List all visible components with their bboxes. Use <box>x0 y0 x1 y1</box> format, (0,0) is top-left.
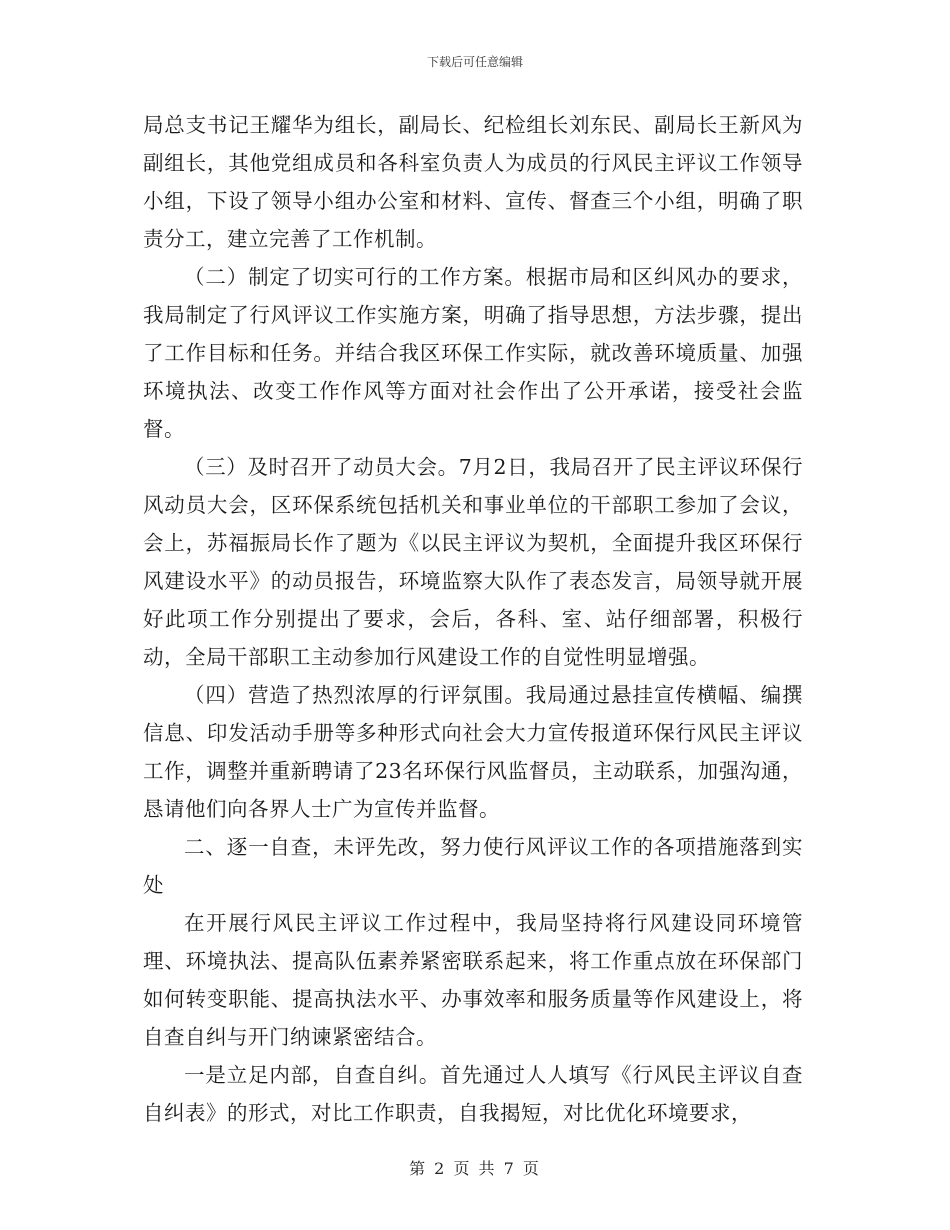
document-body <box>143 106 803 1132</box>
paragraph-4: （四）营造了热烈浓厚的行评氛围。我局通过悬挂宣传横幅、编撰信息、印发活动手册等多种形式向社会大力宣传报道环保行风民主评议工作，调整并重新聘请了23名环保行风监督员，主动联系，加强沟通，恳请他们向各界人士广为宣传并监督。 <box>143 683 803 821</box>
page-header: 下载后可任意编辑 <box>426 55 523 69</box>
paragraph-5: 在开展行风民主评议工作过程中，我局坚持将行风建设同环境管理、环境执法、提高队伍素养紧密联系起来，将工作重点放在环保部门如何转变职能、提高执法水平、办事效率和服务质量等作风建设上，将自查自纠与开门纳谏紧密结合。 <box>143 911 803 1049</box>
paragraph-6: 一是立足内部，自查自纠。首先通过人人填写《行风民主评议自查自纠表》的形式，对比工作职责，自我揭短，对比优化环境要求， <box>143 1063 803 1125</box>
page-footer-page-number: 第 2 页 共 7 页 <box>409 1159 541 1178</box>
paragraph-3: （三）及时召开了动员大会。7月2日，我局召开了民主评议环保行风动员大会，区环保系统包括机关和事业单位的干部职工参加了会议，会上，苏福振局长作了题为《以民主评议为契机，全面提升我区环保行风建设水平》的动员报告，环境监察大队作了表态发言，局领导就开展好此项工作分别提出了要求，会后，各科、室、站仔细部署，积极行动，全局干部职工主动参加行风建设工作的自觉性明显增强。 <box>143 455 803 669</box>
section-heading-2: 二、逐一自查，未评先改，努力使行风评议工作的各项措施落到实处 <box>143 835 803 897</box>
paragraph-1: 局总支书记王耀华为组长，副局长、纪检组长刘东民、副局长王新风为副组长，其他党组成员和各科室负责人为成员的行风民主评议工作领导小组，下设了领导小组办公室和材料、宣传、督查三个小组，明确了职责分工，建立完善了工作机制。 <box>143 113 803 251</box>
paragraph-2: （二）制定了切实可行的工作方案。根据市局和区纠风办的要求，我局制定了行风评议工作实施方案，明确了指导思想，方法步骤，提出了工作目标和任务。并结合我区环保工作实际，就改善环境质量、加强环境执法、改变工作作风等方面对社会作出了公开承诺，接受社会监督。 <box>143 265 803 441</box>
